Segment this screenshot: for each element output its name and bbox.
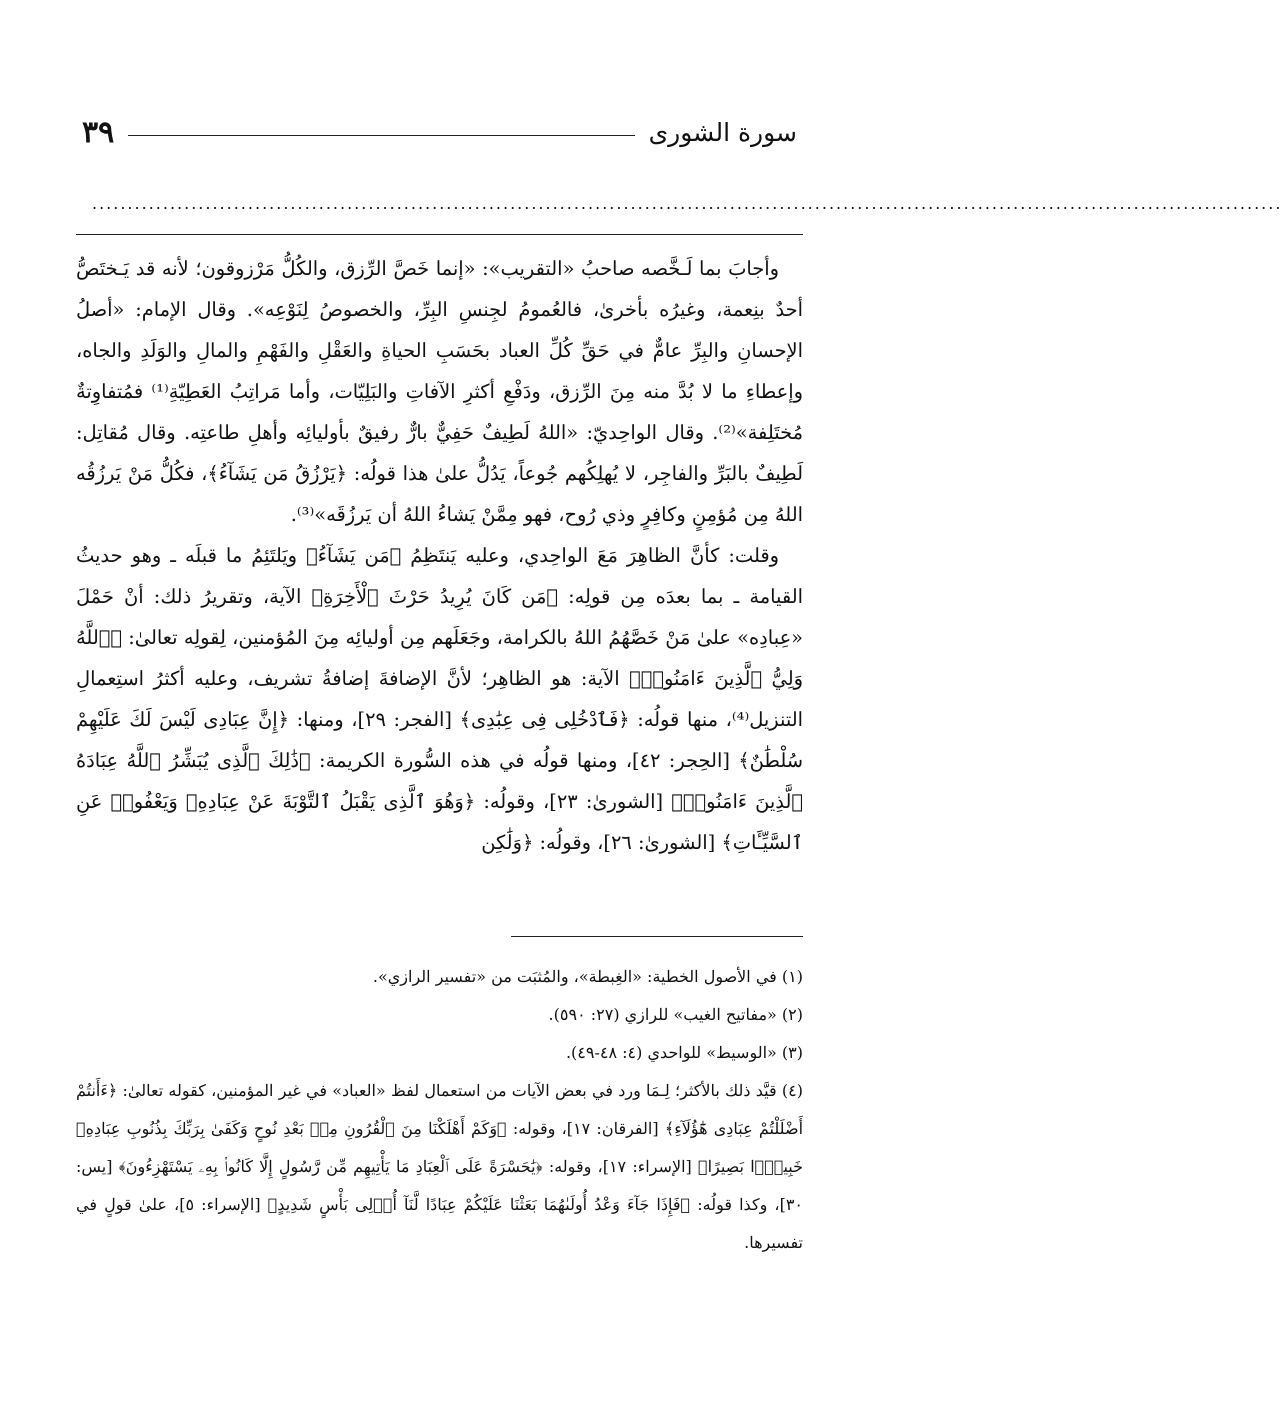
dotted-line: ........................................................................................................................................................................ [92, 194, 1282, 213]
footnote-3: (٣) «الوسيط» للواحدي (٤: ٤٨-٤٩). [565, 1043, 803, 1062]
header-underline [76, 234, 803, 235]
footnote-separator [511, 936, 803, 937]
footnote-4: (٤) قيَّد ذلك بالأكثر؛ لِـمَا ورد في بعض الآيات من استعمال لفظ «العباد» في غير المؤمنين، كقوله تعالىٰ: ﴿ءَأَنتُمْ أَضْلَلْتُمْ عِبَادِى هَٰٓؤُلَآءِ﴾ [الفرقان: ١٧]، وقوله: ﴿وَكَمْ أَهْلَكْنَا مِنَ ٱلْقُرُونِ مِنۢ بَعْدِ نُوحٍ وَكَفَىٰ بِرَبِّكَ بِذُنُوبِ عِبَادِهِۦ خَبِيرًۢا بَصِيرًا﴾ [الإسراء: ١٧]، وقوله: ﴿يَٰحَسْرَةً عَلَى ٱلْعِبَادِ مَا يَأْتِيهِم مِّن رَّسُولٍ إِلَّا كَانُوا۟ بِهِۦ يَسْتَهْزِءُونَ﴾ [يس: ٣٠]، وكذا قولُه: ﴿فَإِذَا جَآءَ وَعْدُ أُولَىٰهُمَا بَعَثْنَا عَلَيْكُمْ عِبَادًا لَّنَآ أُو۟لِى بَأْسٍ شَدِيدٍ﴾ [الإسراء: ٥]، علىٰ قولٍ في تفسيرها. [76, 1081, 804, 1252]
footnotes [76, 958, 803, 1268]
page-number: ٣٩ [82, 114, 115, 150]
running-header [82, 112, 797, 152]
paragraph: وقلت: كأنَّ الظاهِرَ مَعَ الواحِدي، وعليه يَنتَظِمُ ﴿مَن يَشَآءُ﴾ ويَلتَئِمُ ما قبلَه ـ وهو حديثُ القيامة ـ بما بعدَه مِن قولِه: ﴿مَن كَانَ يُرِيدُ حَرْثَ ٱلْأَخِرَةِ﴾ الآية، وتقريرُ ذلك: أنْ حَمْلَ «عِبادِه» علىٰ مَنْ خَصَّهُمُ اللهُ بالكرامة، وجَعَلَهم مِن أوليائِه مِنَ المُؤمنين، لِقولِه تعالىٰ: ﴿ٱللَّهُ وَلِيُّ ٱلَّذِينَ ءَامَنُوا۟﴾ الآية: هو الظاهِر؛ لأنَّ الإضافةَ إضافةُ تشريف، وعليه أكثرُ استِعمالِ التنزيل⁽⁴⁾، منها قولُه: ﴿فَٱدْخُلِى فِى عِبَٰدِى﴾ [الفجر: ٢٩]، ومنها: ﴿إِنَّ عِبَادِى لَيْسَ لَكَ عَلَيْهِمْ سُلْطَٰنٌ﴾ [الحِجر: ٤٢]، ومنها قولُه في هذه السُّورة الكريمة: ﴿ذَٰلِكَ ٱلَّذِى يُبَشِّرُ ٱللَّهُ عِبَادَهُ ٱلَّذِينَ ءَامَنُوا۟﴾ [الشورىٰ: ٢٣]، وقولُه: ﴿وَهُوَ ٱلَّذِى يَقْبَلُ ٱلتَّوْبَةَ عَنْ عِبَادِهِۦ وَيَعْفُوا۟ عَنِ ٱلسَّيِّـَٔاتِ﴾ [الشورىٰ: ٢٦]، وقولُه: ﴿وَلَٰكِن [76, 544, 804, 854]
paragraph: وأجابَ بما لَـخَّصه صاحبُ «التقريب»: «إنما خَصَّ الرِّزق، والكُلُّ مَرْزوقون؛ لأنه قد يَـختَصُّ أحدٌ بنِعمة، وغيرُه بأخرىٰ، فالعُمومُ لجِنسِ البِرِّ، والخصوصُ لِنَوْعِه». وقال الإمام: «أصلُ الإحسانِ والبِرِّ عامٌّ في حَقِّ كُلِّ العباد بحَسَبِ الحياةِ والعَقْلِ والفَهْمِ والمالِ والوَلَدِ والجاه، وإعطاءِ ما لا بُدَّ منه مِنَ الرِّزق، ودَفْعِ أكثرِ الآفاتِ والبَلِيّات، وأما مَراتِبُ العَطِيّةِ⁽¹⁾ فمُتفاوِتةٌ مُختَلِفة»⁽²⁾. وقال الواحِديّ: «اللهُ لَطِيفٌ حَفِيٌّ بارٌّ رفيقٌ بأوليائِه وأهلِ طاعتِه. وقال مُقاتِل: لَطِيفٌ بالبَرِّ والفاجِر، لا يُهلِكُهم جُوعاً، يَدُلُّ علىٰ هذا قولُه: ﴿يَرْزُقُ مَن يَشَآءُ﴾، فكُلُّ مَنْ يَرزُقُه اللهُ مِن مُؤمِنٍ وكافِرٍ وذي رُوح، فهو مِمَّنْ يَشاءُ اللهُ أن يَرزُقَه»⁽³⁾. [76, 257, 803, 526]
main-text [76, 248, 803, 908]
footnote-2: (٢) «مفاتيح الغيب» للرازي (٢٧: ٥٩٠). [548, 1005, 803, 1024]
footnote-1: (١) في الأصول الخطية: «الغِبطة»، والمُثبَت من «تفسير الرازي». [372, 967, 803, 986]
dotted-separator [92, 194, 1282, 213]
header-rule [128, 135, 634, 136]
surah-title: سورة الشورى [648, 117, 797, 147]
